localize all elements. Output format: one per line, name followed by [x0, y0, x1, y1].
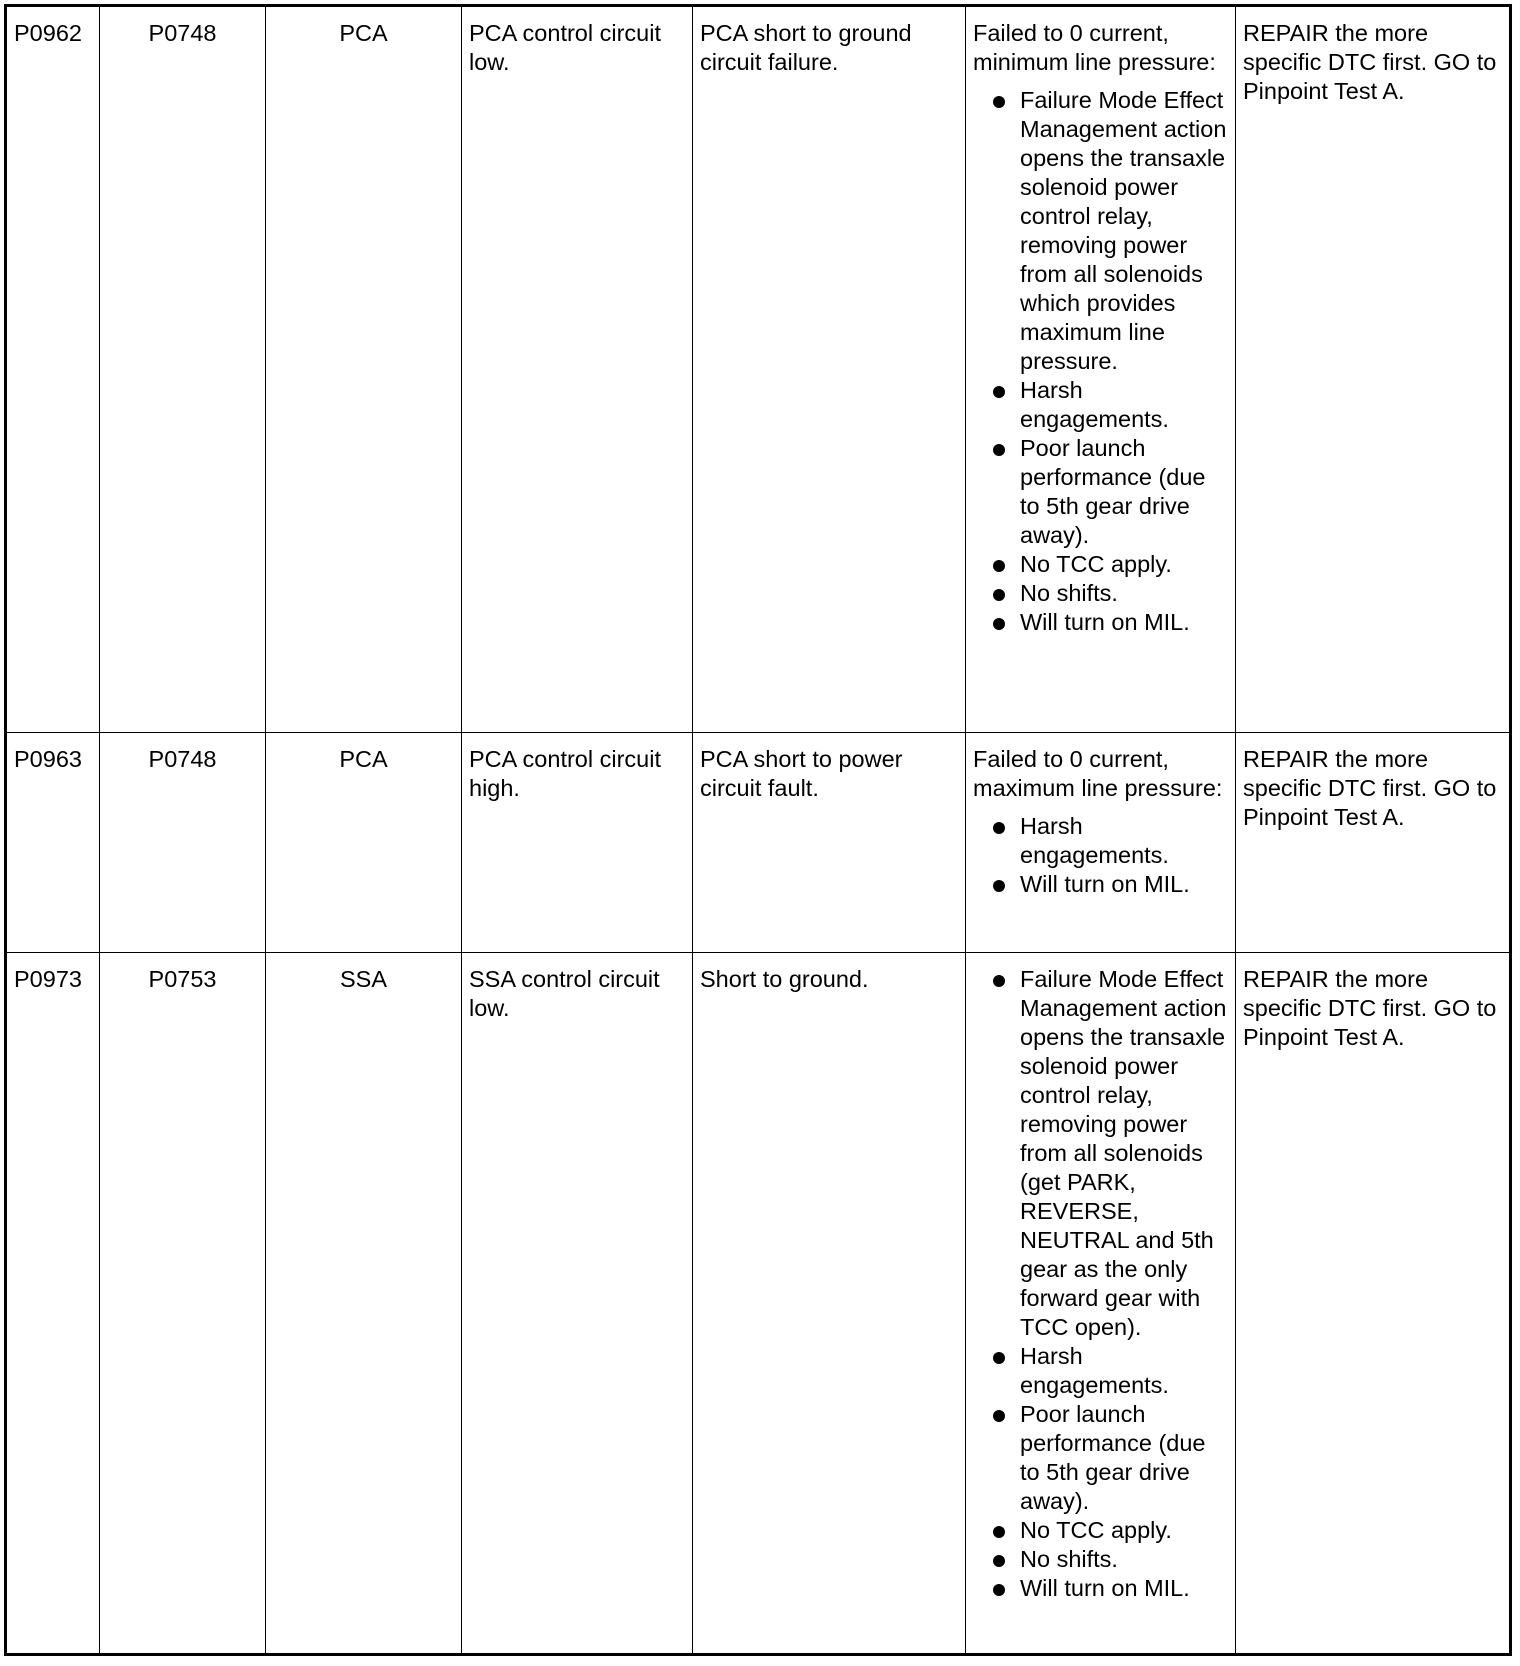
- description-cell: PCA control circuit low.: [462, 6, 693, 733]
- effect-intro: Failed to 0 current, minimum line pressure:: [973, 20, 1216, 75]
- action-cell: REPAIR the more specific DTC first. GO to Pinpoint Test A.: [1236, 6, 1511, 733]
- effect-item: Harsh engagements.: [973, 376, 1228, 434]
- table-row: [6, 733, 1511, 953]
- dtc-code-cell: P0963: [6, 733, 100, 953]
- effect-item: Harsh engagements.: [973, 812, 1228, 870]
- effect-item: Will turn on MIL.: [973, 608, 1228, 637]
- dtc-code-cell: P0973: [6, 953, 100, 1655]
- effect-list: [973, 812, 1228, 899]
- condition-cell: PCA short to power circuit fault.: [693, 733, 966, 953]
- effect-list: [973, 86, 1228, 637]
- effect-intro: Failed to 0 current, maximum line pressure:: [973, 746, 1223, 801]
- component-cell: PCA: [266, 733, 462, 953]
- effect-item: Poor launch performance (due to 5th gear drive away).: [973, 1400, 1228, 1516]
- effect-item: No TCC apply.: [973, 1516, 1228, 1545]
- effect-item: No shifts.: [973, 579, 1228, 608]
- effect-cell: [966, 953, 1236, 1655]
- obd-code-cell: P0753: [100, 953, 266, 1655]
- effect-item: Will turn on MIL.: [973, 1574, 1228, 1603]
- action-cell: REPAIR the more specific DTC first. GO to Pinpoint Test A.: [1236, 733, 1511, 953]
- effect-cell: [966, 6, 1236, 733]
- obd-code-cell: P0748: [100, 733, 266, 953]
- effect-item: Harsh engagements.: [973, 1342, 1228, 1400]
- table-row: [6, 6, 1511, 733]
- effect-item: No TCC apply.: [973, 550, 1228, 579]
- table-row: [6, 953, 1511, 1655]
- effect-item: No shifts.: [973, 1545, 1228, 1574]
- effect-item: Poor launch performance (due to 5th gear drive away).: [973, 434, 1228, 550]
- effect-item: Failure Mode Effect Management action opens the transaxle solenoid power control relay, removing power from all solenoids (get PARK, REVERSE, NEUTRAL and 5th gear as the only forward gear with TCC open).: [973, 965, 1228, 1342]
- condition-cell: PCA short to ground circuit failure.: [693, 6, 966, 733]
- dtc-table: [4, 4, 1512, 1656]
- action-cell: REPAIR the more specific DTC first. GO to Pinpoint Test A.: [1236, 953, 1511, 1655]
- obd-code-cell: P0748: [100, 6, 266, 733]
- condition-cell: Short to ground.: [693, 953, 966, 1655]
- effect-cell: [966, 733, 1236, 953]
- component-cell: SSA: [266, 953, 462, 1655]
- description-cell: SSA control circuit low.: [462, 953, 693, 1655]
- effect-item: Failure Mode Effect Management action opens the transaxle solenoid power control relay, removing power from all solenoids which provides maximum line pressure.: [973, 86, 1228, 376]
- component-cell: PCA: [266, 6, 462, 733]
- dtc-code-cell: P0962: [6, 6, 100, 733]
- description-cell: PCA control circuit high.: [462, 733, 693, 953]
- effect-list: [973, 965, 1228, 1603]
- effect-item: Will turn on MIL.: [973, 870, 1228, 899]
